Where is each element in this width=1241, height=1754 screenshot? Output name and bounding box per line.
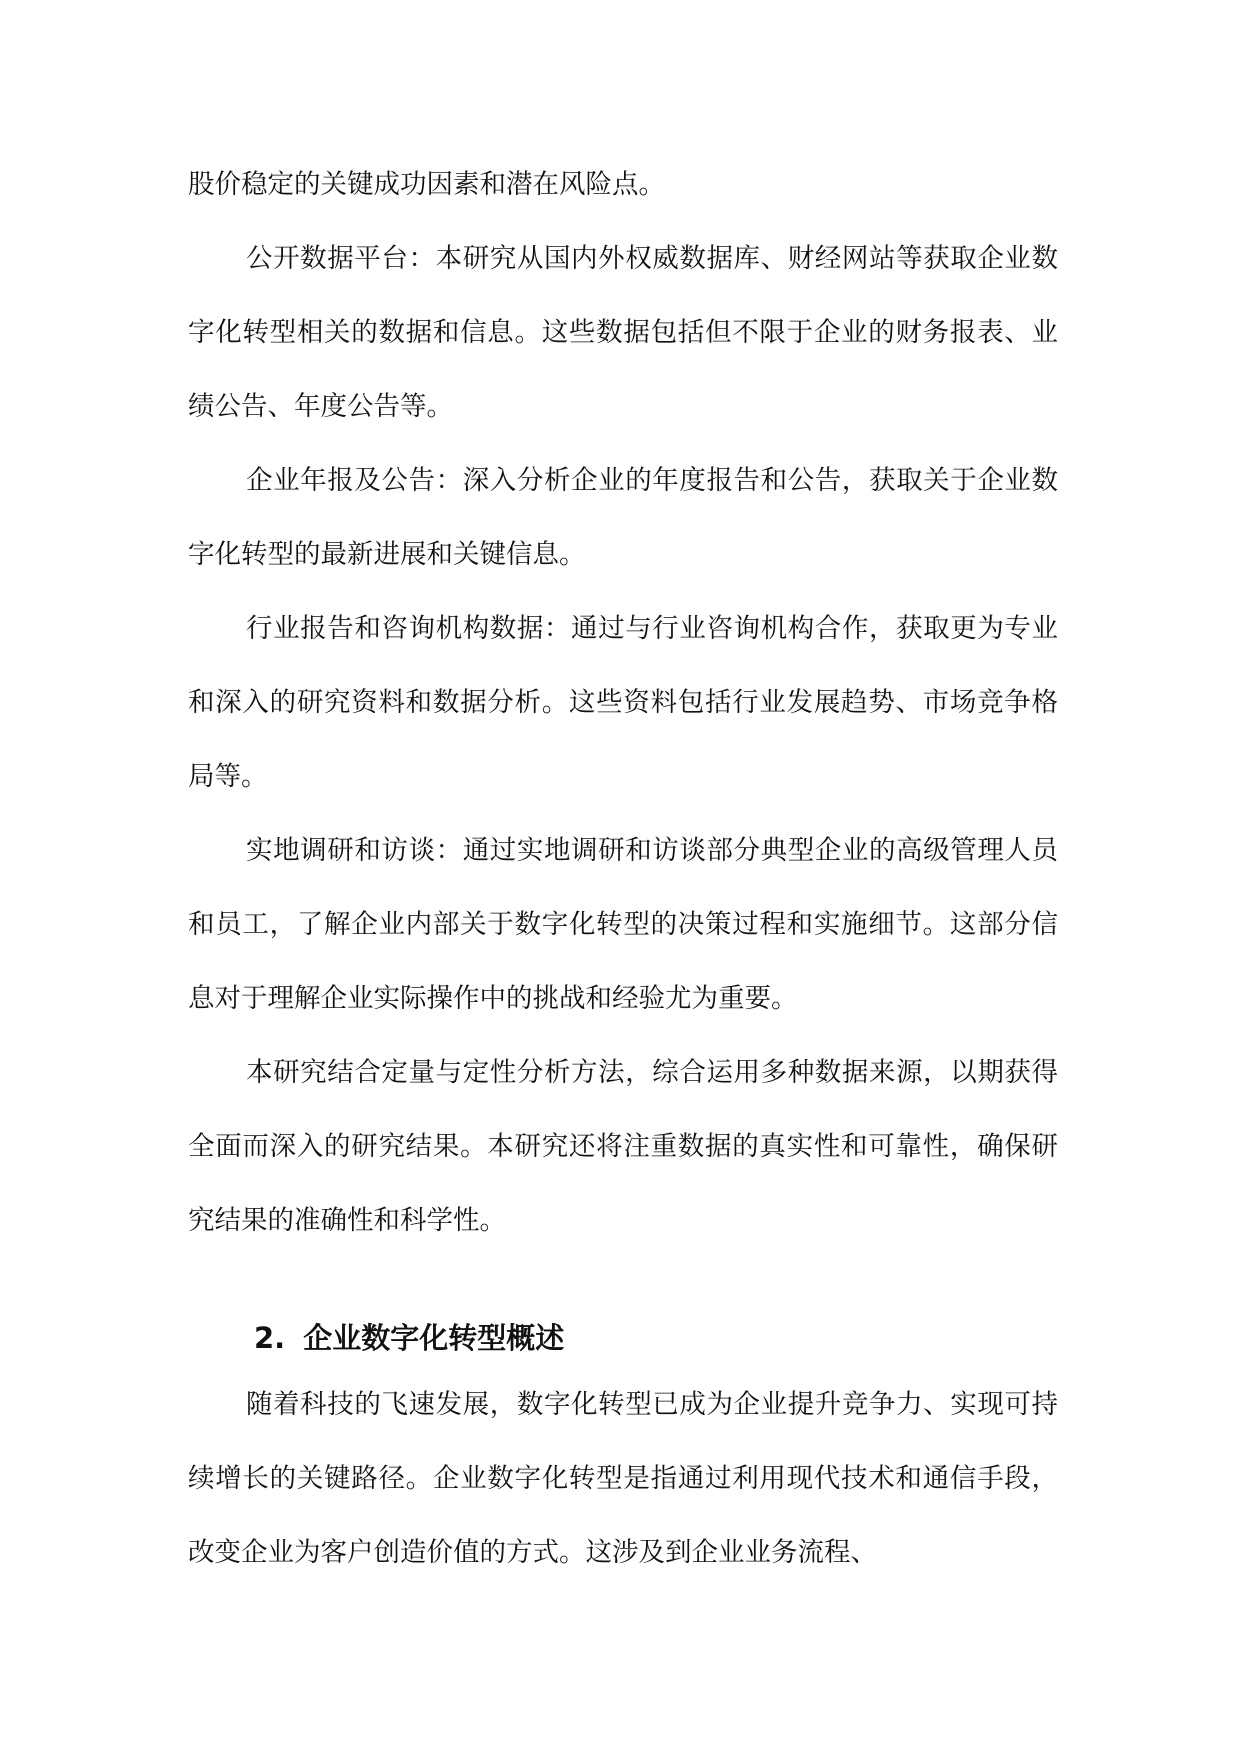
paragraph-section-intro: 随着科技的飞速发展，数字化转型已成为企业提升竞争力、实现可持续增长的关键路径。企业数字化转型是指通过利用现代技术和通信手段，改变企业为客户创造价值的方式。这涉及到企业业务流程、 bbox=[188, 1389, 1058, 1568]
paragraph-field-research: 实地调研和访谈：通过实地调研和访谈部分典型企业的高级管理人员和员工，了解企业内部关于数字化转型的决策过程和实施细节。这部分信息对于理解企业实际操作中的挑战和经验尤为重要。 bbox=[188, 835, 1058, 1014]
paragraph-annual-reports: 企业年报及公告：深入分析企业的年度报告和公告，获取关于企业数字化转型的最新进展和关键信息。 bbox=[188, 465, 1058, 570]
paragraph-public-data-platform: 公开数据平台：本研究从国内外权威数据库、财经网站等获取企业数字化转型相关的数据和信息。这些数据包括但不限于企业的财务报表、业绩公告、年度公告等。 bbox=[188, 243, 1058, 422]
section-title: 企业数字化转型概述 bbox=[303, 1321, 565, 1355]
section-number: 2. bbox=[254, 1321, 286, 1355]
document-body bbox=[188, 148, 1058, 1590]
section-heading bbox=[188, 1301, 1058, 1375]
paragraph-continuation: 股价稳定的关键成功因素和潜在风险点。 bbox=[188, 169, 665, 200]
paragraph-industry-reports: 行业报告和咨询机构数据：通过与行业咨询机构合作，获取更为专业和深入的研究资料和数据分析。这些资料包括行业发展趋势、市场竞争格局等。 bbox=[188, 613, 1058, 792]
paragraph-methodology-summary: 本研究结合定量与定性分析方法，综合运用多种数据来源，以期获得全面而深入的研究结果。本研究还将注重数据的真实性和可靠性，确保研究结果的准确性和科学性。 bbox=[188, 1057, 1058, 1236]
